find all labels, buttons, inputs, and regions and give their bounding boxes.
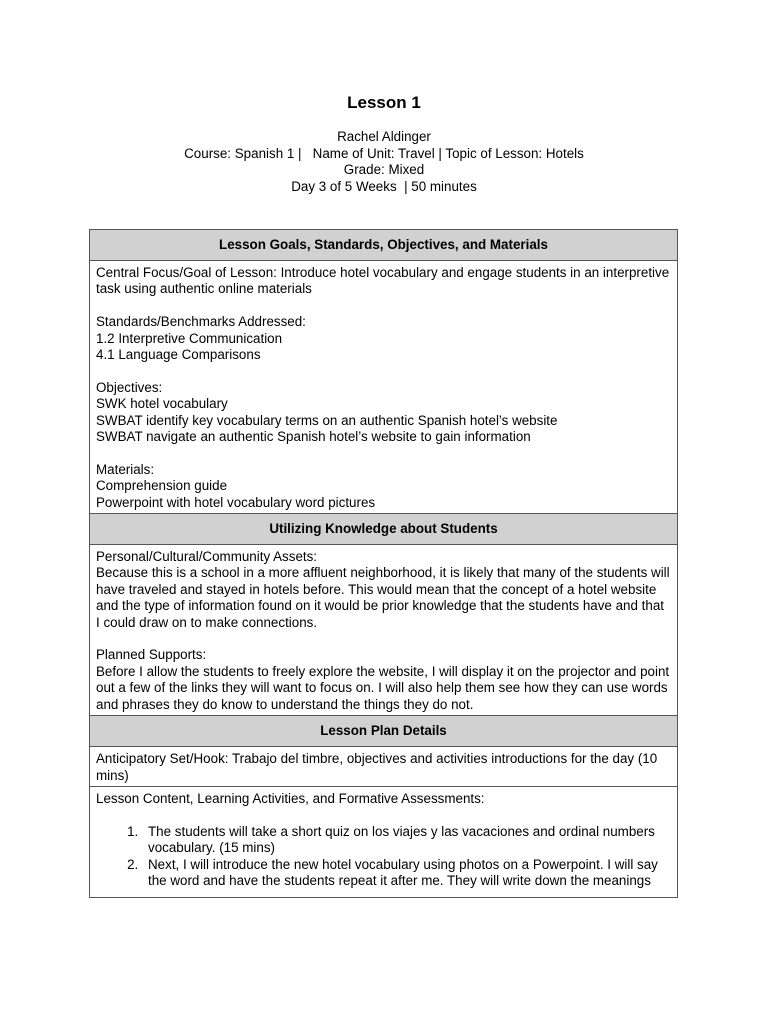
assets-text: Because this is a school in a more affluent neighborhood, it is likely that many of the students will have traveled and stayed in hotels before. This would mean that the concept of a hotel website and the type of information found on it would be prior knowledge that the students have and that I could draw on to make connections. bbox=[96, 565, 670, 630]
goals-content bbox=[90, 261, 678, 514]
standards-label: Standards/Benchmarks Addressed: bbox=[96, 314, 306, 330]
anticipatory-set-row bbox=[90, 747, 678, 787]
grade-line: Grade: Mixed bbox=[343, 162, 425, 177]
lesson-plan-table bbox=[89, 229, 678, 898]
central-focus-text: Central Focus/Goal of Lesson: Introduce hotel vocabulary and engage students in an interpretive task using authentic online materials bbox=[96, 265, 670, 297]
day-line: Day 3 of 5 Weeks | 50 minutes bbox=[291, 178, 477, 194]
supports-text: Before I allow the students to freely explore the website, I will display it on the projector and point out a few of the links they will want to focus on. I will also help them see how they can use words and phrases they do know to understand the things they do not. bbox=[96, 663, 670, 712]
objective-item: SWK hotel vocabulary bbox=[96, 396, 228, 412]
course-line: Course: Spanish 1 | Name of Unit: Travel | Topic of Lesson: Hotels bbox=[184, 145, 584, 161]
section-heading: Utilizing Knowledge about Students bbox=[90, 514, 678, 545]
content-label: Lesson Content, Learning Activities, and Formative Assessments: bbox=[96, 790, 485, 806]
materials-label: Materials: bbox=[96, 461, 155, 477]
document-title: Lesson 1 bbox=[347, 93, 421, 112]
knowledge-row bbox=[90, 545, 678, 716]
lesson-content bbox=[90, 786, 678, 897]
activities-list bbox=[96, 824, 671, 890]
activity-item: 2. Next, I will introduce the new hotel vocabulary using photos on a Powerpoint. I will say the word and have the students repeat it after me. They will write down the meanings bbox=[142, 857, 671, 890]
section-heading: Lesson Plan Details bbox=[90, 716, 678, 747]
supports-label: Planned Supports: bbox=[96, 647, 207, 663]
section-heading: Lesson Goals, Standards, Objectives, and Materials bbox=[90, 230, 678, 261]
lesson-header bbox=[0, 129, 768, 195]
material-item: Comprehension guide bbox=[96, 478, 228, 494]
objectives-label: Objectives: bbox=[96, 379, 163, 395]
lesson-content-row bbox=[90, 786, 678, 897]
section-header-knowledge bbox=[90, 514, 678, 545]
anticipatory-set-text: Anticipatory Set/Hook: Trabajo del timbre, objectives and activities introductions for the day (10 mins) bbox=[90, 747, 678, 787]
author-name: Rachel Aldinger bbox=[337, 129, 431, 144]
standard-item: 1.2 Interpretive Communication bbox=[96, 330, 283, 346]
goals-row bbox=[90, 261, 678, 514]
section-header-goals bbox=[90, 230, 678, 261]
objective-item: SWBAT identify key vocabulary terms on an authentic Spanish hotel’s website bbox=[96, 412, 558, 428]
knowledge-content bbox=[90, 545, 678, 716]
section-header-plan bbox=[90, 716, 678, 747]
standard-item: 4.1 Language Comparisons bbox=[96, 347, 261, 363]
objective-item: SWBAT navigate an authentic Spanish hotel’s website to gain information bbox=[96, 429, 531, 445]
assets-label: Personal/Cultural/Community Assets: bbox=[96, 549, 318, 565]
activity-item: 1. The students will take a short quiz on los viajes y las vacaciones and ordinal numbers vocabulary. (15 mins) bbox=[142, 824, 671, 857]
material-item: Powerpoint with hotel vocabulary word pictures bbox=[96, 494, 376, 510]
